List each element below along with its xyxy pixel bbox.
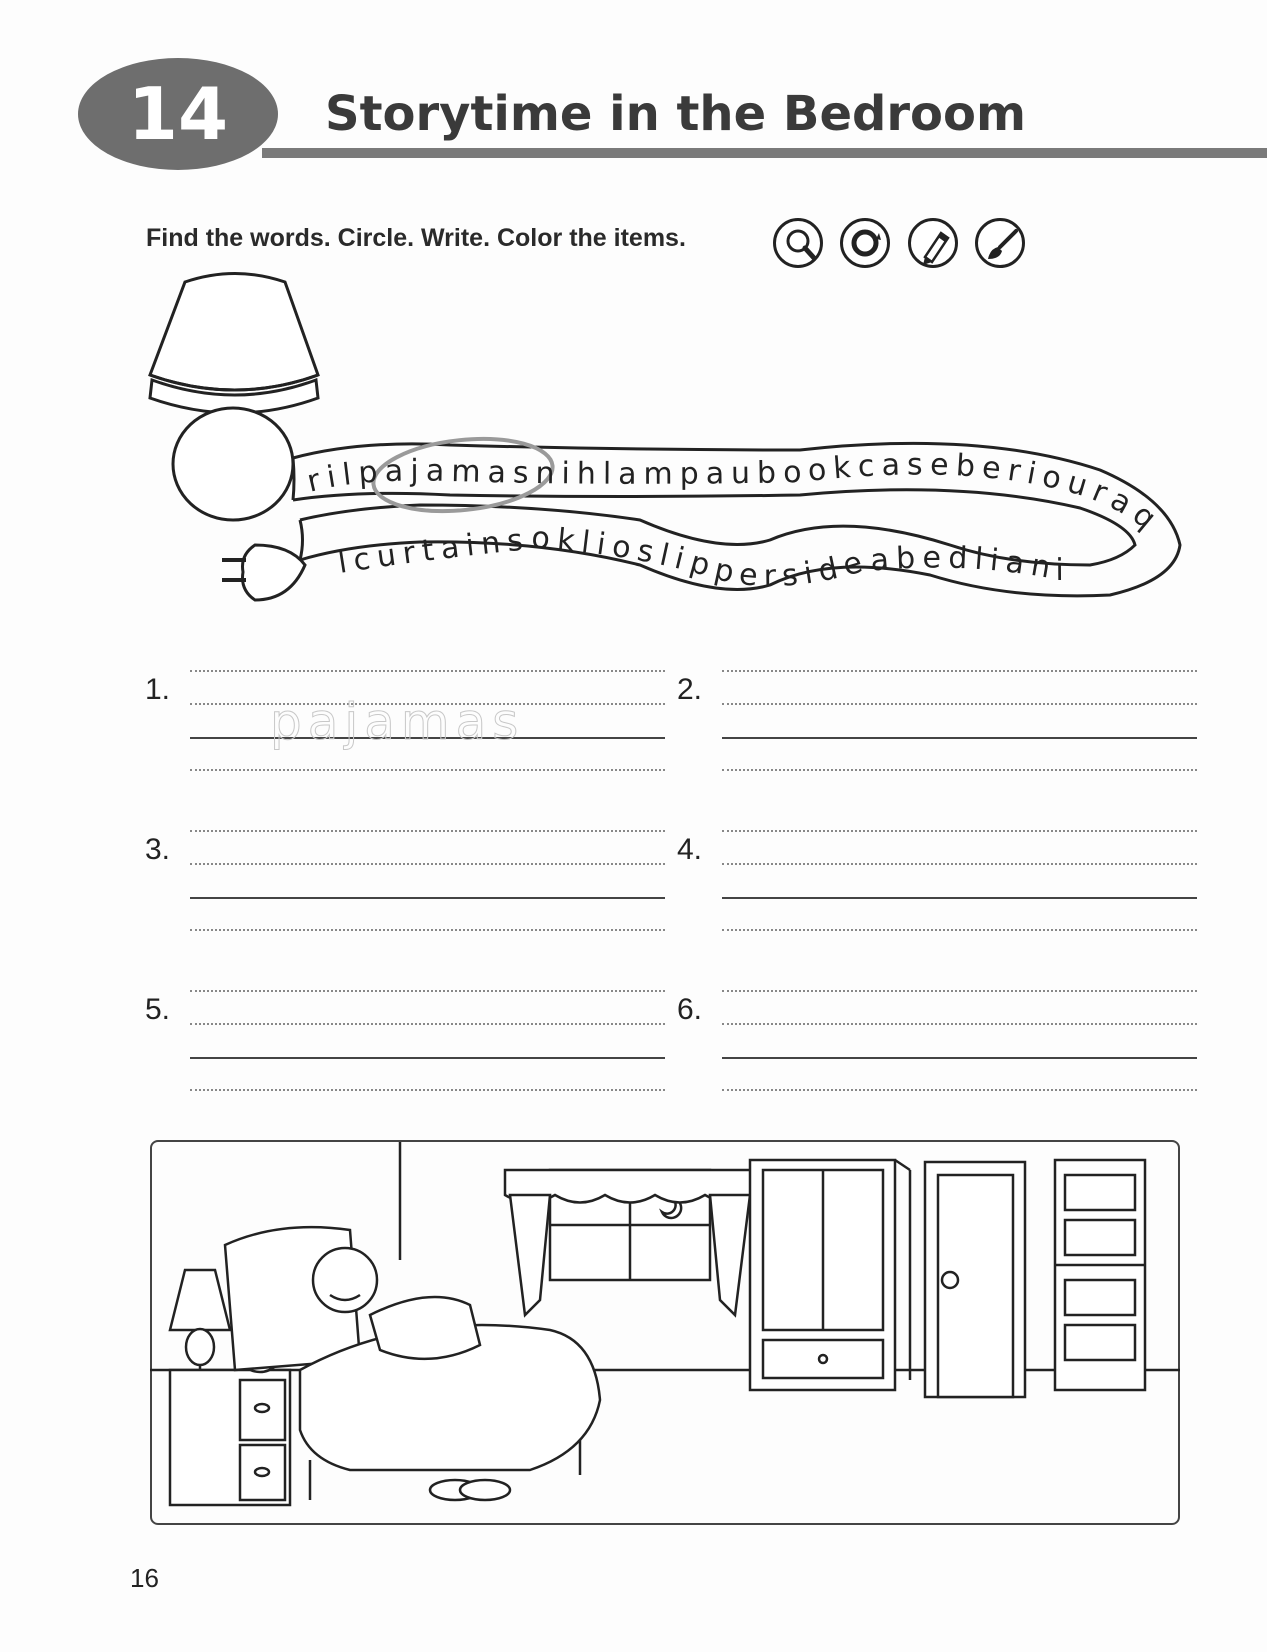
guide-dotted-top [190,990,665,992]
bedside-table-illustration [170,1370,290,1505]
guide-dotted-mid [722,863,1197,865]
guide-dotted-mid [722,1023,1197,1025]
word-snake-row-2: lcurtainsoklioslippersideabedliani [335,520,1071,595]
answer-line-3[interactable] [145,825,665,935]
answer-number: 1. [145,673,171,706]
guide-dotted-bottom [190,929,665,931]
guide-baseline [722,737,1197,739]
bookcase-illustration [1055,1160,1145,1390]
guide-dotted-bottom [722,1089,1197,1091]
guide-dotted-bottom [190,769,665,771]
unit-number: 14 [127,72,229,156]
guide-dotted-top [190,830,665,832]
word-snake-row-1: rilpajamasnihlampaubookcaseberiouraq [303,447,1169,541]
guide-dotted-mid [190,863,665,865]
guide-dotted-bottom [190,1089,665,1091]
answer-line-6[interactable] [677,985,1197,1095]
lamp-word-snake [0,0,1267,640]
guide-dotted-mid [722,703,1197,705]
instruction-text: Find the words. Circle. Write. Color the items. [146,224,686,252]
guide-dotted-top [722,990,1197,992]
guide-dotted-top [722,830,1197,832]
guide-dotted-mid [190,1023,665,1025]
page-number: 16 [130,1563,159,1593]
answer-line-5[interactable] [145,985,665,1095]
answer-number: 3. [145,833,171,866]
answer-number: 6. [677,993,703,1026]
page-title: Storytime in the Bedroom [325,86,1026,142]
answer-number: 5. [145,993,171,1026]
guide-baseline [722,1057,1197,1059]
answer-line-1[interactable] [145,665,665,775]
trace-word: pajamas [270,693,525,751]
guide-baseline [190,897,665,899]
door-illustration [925,1162,1025,1397]
answer-number: 2. [677,673,703,706]
wardrobe-illustration [750,1160,910,1390]
answer-number: 4. [677,833,703,866]
guide-dotted-top [722,670,1197,672]
guide-dotted-bottom [722,929,1197,931]
answer-line-2[interactable] [677,665,1197,775]
answer-line-4[interactable] [677,825,1197,935]
window-illustration [505,1170,755,1315]
bedroom-illustration [150,1140,1180,1525]
guide-dotted-top [190,670,665,672]
guide-baseline [722,897,1197,899]
guide-dotted-bottom [722,769,1197,771]
lamp-illustration [150,274,318,601]
guide-baseline [190,1057,665,1059]
small-lamp-illustration [170,1270,230,1370]
slippers-illustration [430,1480,510,1500]
